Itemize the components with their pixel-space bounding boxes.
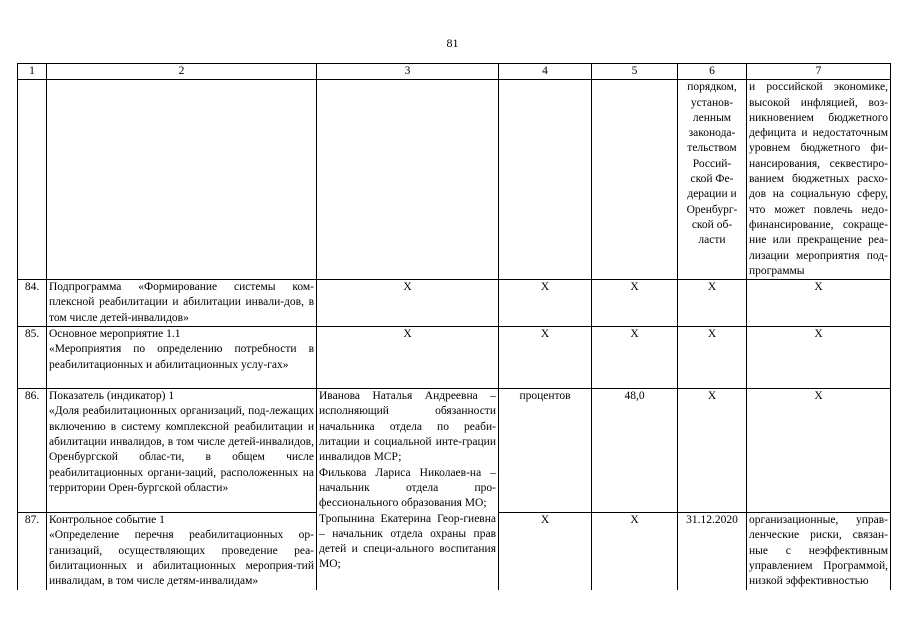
table-row bbox=[18, 327, 891, 389]
table-row bbox=[18, 280, 891, 327]
table-row bbox=[18, 80, 891, 280]
header-col-3: 3 bbox=[317, 64, 499, 80]
table-row bbox=[18, 389, 891, 513]
header-col-2: 2 bbox=[47, 64, 317, 80]
header-col-5: 5 bbox=[592, 64, 678, 80]
header-row bbox=[18, 64, 891, 80]
cell-unit: Х bbox=[499, 280, 592, 327]
cell-deadline: Х bbox=[678, 389, 747, 513]
cell-risks: Х bbox=[747, 389, 891, 513]
cell-risks: Х bbox=[747, 327, 891, 389]
cell-unit: Х bbox=[499, 513, 592, 590]
cell-name: Основное мероприятие 1.1 «Мероприятия по определению потребности в реабилитационных и абилитационных услу-гах» bbox=[47, 327, 317, 389]
cell-responsible: Иванова Наталья Андреевна – исполняющий обязанности начальника отдела по реаби-литации и социальной инте-грации инвалидов МСР; Филькова Лариса Николаев-на – начальник отдела про-фессионального образования МО; Тропынина Екатерина Геор-гиевна – начальник отдела охраны прав детей и специ-ального воспитания МО; bbox=[317, 389, 499, 590]
cell-name: Контрольное событие 1 «Определение перечня реабилитационных ор-ганизаций, осуществляющих проведение реа-билитационных и абилитационных мероприя-тий инвалидам, в том числе детям-инвалидам» bbox=[47, 513, 317, 590]
header-col-6: 6 bbox=[678, 64, 747, 80]
cell-value: Х bbox=[592, 327, 678, 389]
cell-name: Показатель (индикатор) 1 «Доля реабилитационных организаций, под-лежащих включению в систему комплексной реабилитации и абилитации инвалидов, в том числе детей-инвалидов, Оренбургской облас-ти, в общем числе реабилитационных органи-заций, расположенных на территории Орен-бургской области» bbox=[47, 389, 317, 513]
row-number bbox=[18, 80, 47, 280]
row-number: 86. bbox=[18, 389, 47, 513]
header-col-1: 1 bbox=[18, 64, 47, 80]
cell-deadline: порядком, установ- ленным законода- тельством Россий- ской Фе- дерации и Оренбург- ской об- ласти bbox=[678, 80, 747, 280]
row-number: 84. bbox=[18, 280, 47, 327]
cell-name bbox=[47, 80, 317, 280]
row-number: 85. bbox=[18, 327, 47, 389]
cell-deadline: Х bbox=[678, 280, 747, 327]
header-col-7: 7 bbox=[747, 64, 891, 80]
cell-value: Х bbox=[592, 513, 678, 590]
cell-risks: организационные, управ-ленческие риски, связан-ные с неэффективным управлением Программой, низкой эффективностью bbox=[747, 513, 891, 590]
cell-deadline: Х bbox=[678, 327, 747, 389]
cell-responsible bbox=[317, 80, 499, 280]
cell-deadline: 31.12.2020 bbox=[678, 513, 747, 590]
cell-responsible: Х bbox=[317, 327, 499, 389]
cell-value: Х bbox=[592, 280, 678, 327]
page-number: 81 bbox=[446, 36, 459, 50]
cell-unit: Х bbox=[499, 327, 592, 389]
cell-unit: процентов bbox=[499, 389, 592, 513]
header-col-4: 4 bbox=[499, 64, 592, 80]
cell-risks: и российской экономике, высокой инфляцией, воз-никновением бюджетного дефицита и недостаточным уровнем бюджетного фи-нансирования, секвестиро-ванием бюджетных расхо-дов на социальную сферу, что может повлечь недо-финансирование, сокраще-ние или прекращение реа-лизации мероприятия под-программы bbox=[747, 80, 891, 280]
cell-risks: Х bbox=[747, 280, 891, 327]
row-number: 87. bbox=[18, 513, 47, 590]
measures-table bbox=[17, 63, 891, 590]
cell-name: Подпрограмма «Формирование системы ком-плексной реабилитации и абилитации инвали-дов, в том числе детей-инвалидов» bbox=[47, 280, 317, 327]
cell-responsible: Х bbox=[317, 280, 499, 327]
cell-unit bbox=[499, 80, 592, 280]
cell-value bbox=[592, 80, 678, 280]
cell-value: 48,0 bbox=[592, 389, 678, 513]
